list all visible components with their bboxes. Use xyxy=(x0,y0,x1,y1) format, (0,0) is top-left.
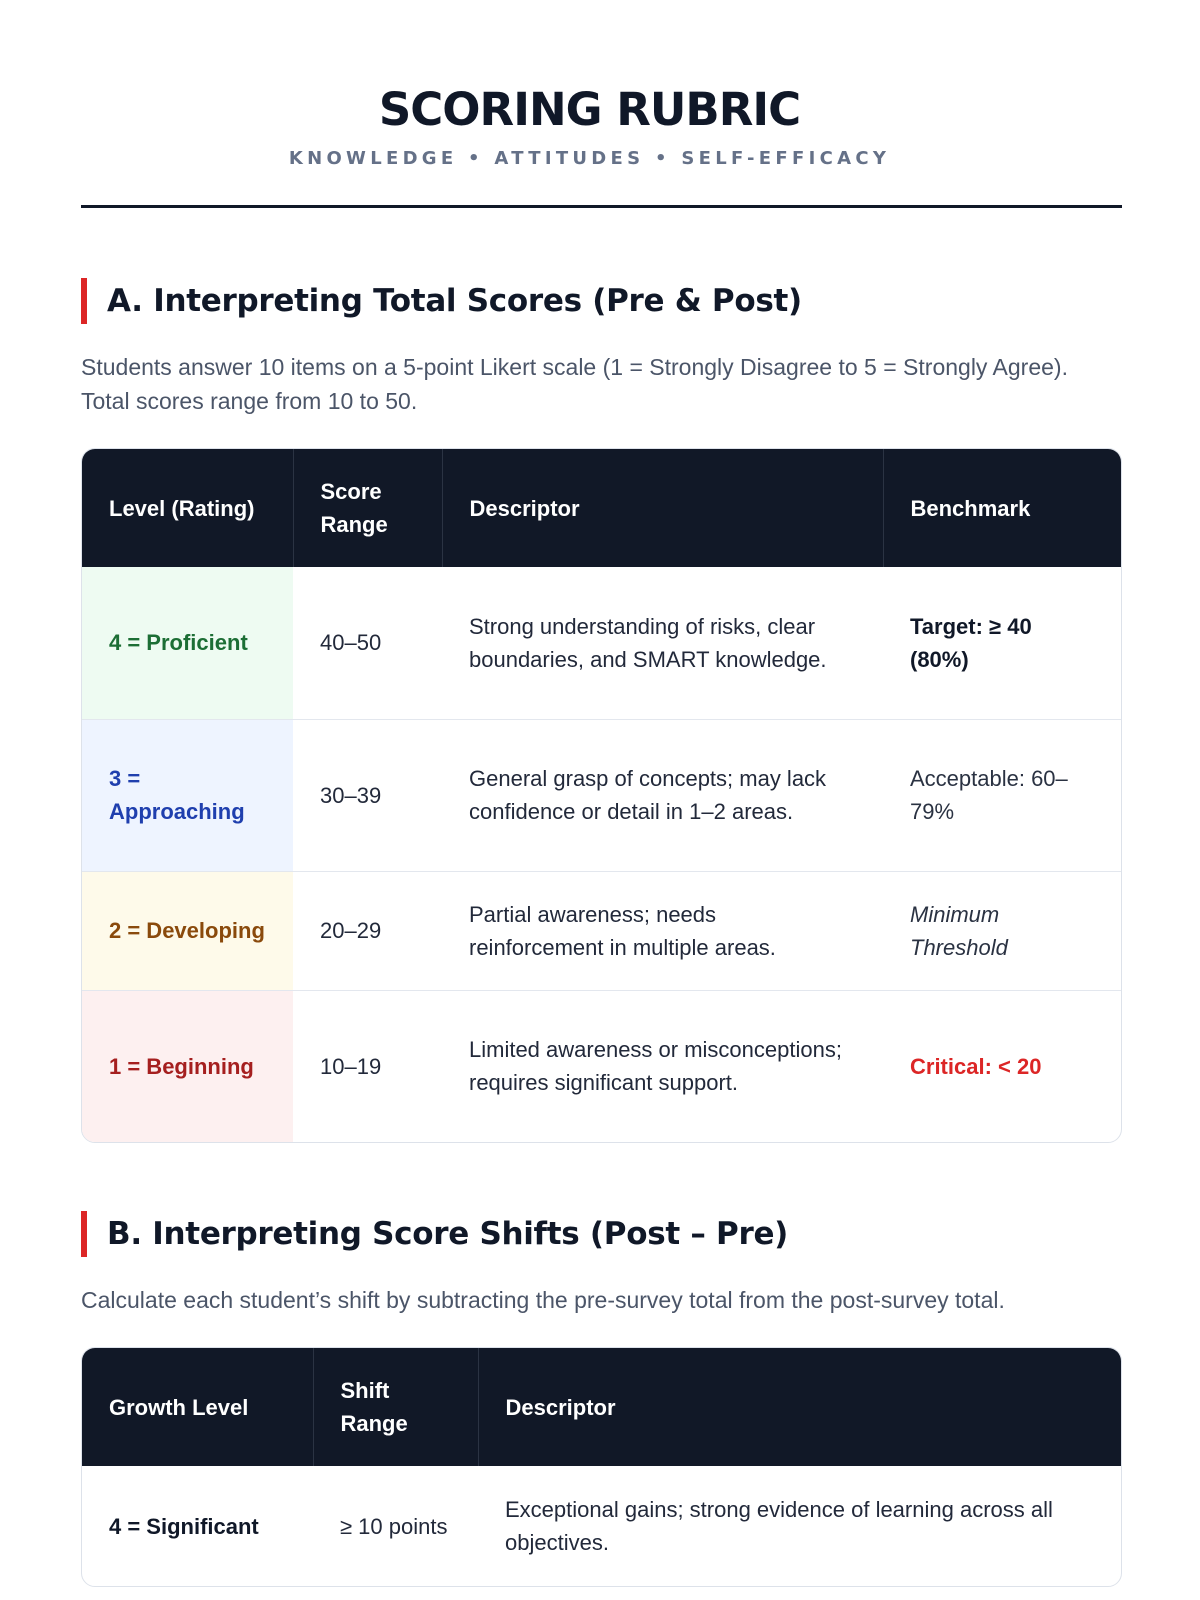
section-b-title: B. Interpreting Score Shifts (Post – Pre) xyxy=(107,1216,789,1252)
total-scores-table xyxy=(81,448,1122,1143)
level-cell: 3 = Approaching xyxy=(82,719,293,871)
descriptor-cell: Exceptional gains; strong evidence of learning across all objectives. xyxy=(505,1497,1053,1555)
table-row xyxy=(82,990,1122,1142)
level-cell: 1 = Beginning xyxy=(82,990,293,1142)
column-header-benchmark: Benchmark xyxy=(883,449,1122,567)
range-cell: 30–39 xyxy=(293,719,442,871)
column-header-growth-level: Growth Level xyxy=(82,1348,313,1466)
column-header-descriptor: Descriptor xyxy=(442,449,883,567)
section-b-heading xyxy=(81,1211,1098,1257)
page-title: SCORING RUBRIC xyxy=(378,83,801,136)
shift-range-cell: ≥ 10 points xyxy=(340,1513,448,1539)
table-row xyxy=(82,719,1122,871)
level-cell: 4 = Proficient xyxy=(82,567,293,719)
page-subtitle: KNOWLEDGE • ATTITUDES • SELF-EFFICACY xyxy=(288,148,891,169)
benchmark-cell: Acceptable: 60–79% xyxy=(883,719,1122,871)
section-score-shifts xyxy=(81,1211,1098,1587)
descriptor-cell: Strong understanding of risks, clear boundaries, and SMART knowledge. xyxy=(469,613,827,672)
document-header xyxy=(81,0,1098,208)
section-a-intro: Students answer 10 items on a 5-point Likert scale (1 = Strongly Disagree to 5 = Strongly Agree). Total scores range from 10 to 50. xyxy=(81,354,1068,414)
column-header-level: Level (Rating) xyxy=(82,449,293,567)
column-header-score-range: Score Range xyxy=(293,449,442,567)
score-shifts-table xyxy=(81,1347,1122,1587)
section-a-heading xyxy=(81,278,1098,324)
benchmark-cell: Target: ≥ 40 (80%) xyxy=(910,613,1032,672)
section-total-scores xyxy=(81,278,1098,1143)
descriptor-cell: General grasp of concepts; may lack confidence or detail in 1–2 areas. xyxy=(442,719,883,871)
descriptor-cell: Limited awareness or misconceptions; requires significant support. xyxy=(442,990,883,1142)
section-b-intro: Calculate each student’s shift by subtracting the pre-survey total from the post-survey total. xyxy=(81,1287,1005,1313)
table-row xyxy=(82,871,1122,990)
range-cell: 40–50 xyxy=(320,630,382,656)
header-divider xyxy=(81,205,1122,208)
descriptor-cell: Partial awareness; needs reinforcement in multiple areas. xyxy=(442,871,883,990)
range-cell: 10–19 xyxy=(293,990,442,1142)
table-header-row xyxy=(82,449,1122,567)
range-cell: 20–29 xyxy=(293,871,442,990)
section-a-title: A. Interpreting Total Scores (Pre & Post) xyxy=(107,283,802,319)
heading-accent-bar xyxy=(81,1211,87,1257)
growth-level-cell: 4 = Significant xyxy=(109,1513,259,1539)
heading-accent-bar xyxy=(81,278,87,324)
level-cell: 2 = Developing xyxy=(82,871,293,990)
column-header-descriptor: Descriptor xyxy=(478,1348,1122,1466)
table-header-row xyxy=(82,1348,1122,1466)
table-row xyxy=(82,1466,1122,1586)
column-header-shift-range: Shift Range xyxy=(313,1348,478,1466)
benchmark-cell: Minimum Threshold xyxy=(883,871,1122,990)
table-row xyxy=(82,567,1122,719)
benchmark-cell: Critical: < 20 xyxy=(883,990,1122,1142)
